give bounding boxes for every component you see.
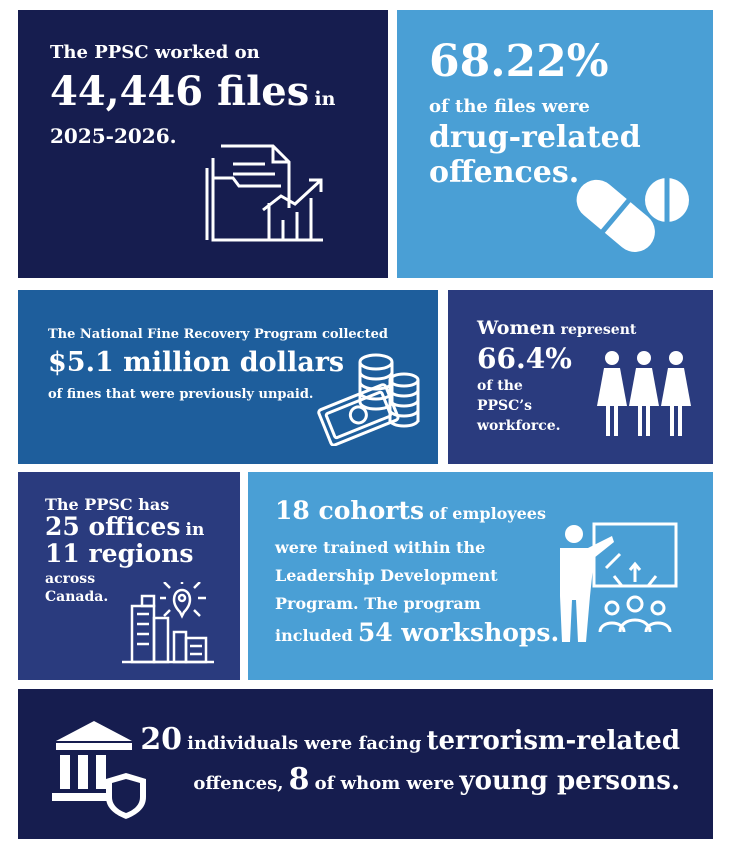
women-panel — [448, 290, 713, 464]
offices-canada: Canada. — [45, 589, 109, 605]
files-count: 44,446 files — [50, 68, 310, 115]
folder-chart-icon — [203, 128, 333, 248]
offices-regions: 11 regions — [45, 539, 194, 568]
drug-percent: 68.22% — [429, 36, 609, 87]
offices-in: in — [185, 520, 205, 540]
training-cohorts: 18 cohorts — [275, 496, 425, 525]
files-year: 2025-2026. — [50, 124, 177, 148]
files-intro: The PPSC worked on — [50, 42, 260, 63]
training-text-4: Program. The program — [275, 594, 481, 613]
training-workshops: 54 workshops. — [357, 618, 560, 647]
pills-icon — [565, 160, 705, 270]
files-in: in — [314, 88, 336, 110]
drug-panel — [397, 10, 713, 278]
fine-panel — [18, 290, 438, 464]
drug-big-2: offences. — [429, 155, 580, 190]
training-text-3: Leadership Development — [275, 566, 498, 585]
women-represent: represent — [560, 322, 637, 338]
training-text-2: were trained within the — [275, 538, 486, 557]
training-text-1: of employees — [429, 504, 546, 523]
women-label: Women — [477, 317, 556, 339]
offices-across: across — [45, 571, 96, 587]
drug-big-1: drug-related — [429, 120, 641, 155]
presentation-icon — [550, 520, 680, 646]
money-coins-icon — [308, 348, 428, 446]
offices-intro: The PPSC has — [45, 495, 170, 514]
terror-text-3: of whom were — [314, 773, 455, 794]
terror-count: 20 — [140, 722, 183, 757]
terror-text-2: offences, — [193, 773, 284, 794]
terror-big-1: terrorism-related — [426, 726, 680, 756]
offices-panel — [18, 472, 240, 680]
fine-text: of fines that were previously unpaid. — [48, 387, 314, 402]
women-line-3: workforce. — [477, 418, 561, 434]
files-panel — [18, 10, 388, 278]
training-text-5: included — [275, 626, 353, 645]
buildings-location-icon — [118, 582, 218, 666]
women-line-2: PPSC’s — [477, 398, 533, 414]
drug-text: of the files were — [429, 96, 590, 117]
terror-big-2: young persons. — [459, 766, 680, 796]
courthouse-shield-icon — [48, 715, 152, 819]
terror-panel — [18, 689, 713, 839]
women-percent: 66.4% — [477, 342, 572, 375]
women-icon — [596, 350, 692, 440]
fine-amount: $5.1 million dollars — [48, 347, 345, 378]
offices-count: 25 offices — [45, 512, 181, 541]
fine-intro: The National Fine Recovery Program collected — [48, 327, 388, 342]
terror-young-count: 8 — [288, 762, 310, 797]
women-line-1: of the — [477, 378, 523, 394]
terror-text-1: individuals were facing — [187, 733, 422, 754]
training-panel — [248, 472, 713, 680]
